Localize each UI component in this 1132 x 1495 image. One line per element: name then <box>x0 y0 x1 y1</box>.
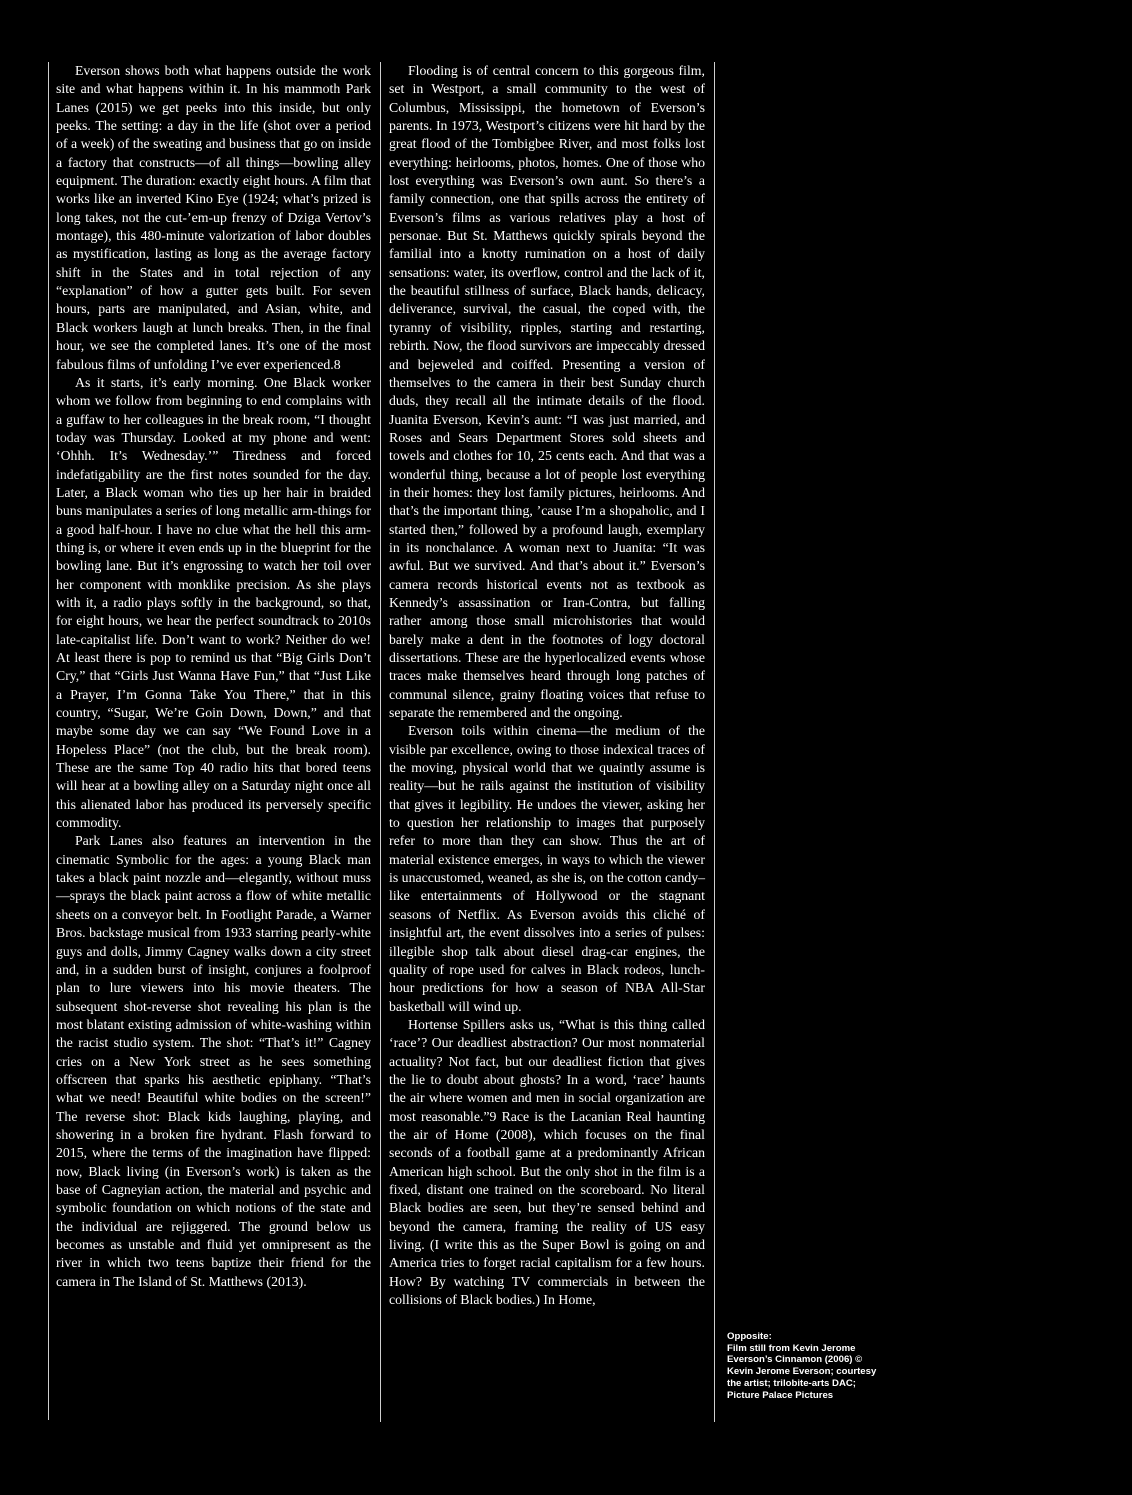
paragraph: Park Lanes also features an intervention in the cinematic Symbolic for the ages: a young Black man takes a black paint nozzle and—elegantly, without muss—sprays the black paint across a flow of white metallic sheets on a conveyor belt. In Footlight Parade, a Warner Bros. backstage musical from 1933 starring pearly-white guys and dolls, Jimmy Cagney walks down a city street and, in a sudden burst of insight, conjures a foolproof plan to lure viewers into his movie theaters. The subsequent shot-reverse shot revealing his plan is the most blatant existing admission of white-washing within the racist studio system. The shot: “That’s it!” Cagney cries on a New York street as he sees something offscreen that sparks his aesthetic epiphany. “That’s what we need! Beautiful white bodies on the screen!” The reverse shot: Black kids laughing, playing, and showering in a broken fire hydrant. Flash forward to 2015, where the terms of the imagination have flipped: now, Black living (in Everson’s work) is taken as the base of Cagneyian action, the material and psychic and symbolic foundation on which notions of the state and the individual are rejiggered. The ground below us becomes as unstable and fluid yet omnipresent as the river in which two teens baptize their friend for the camera in The Island of St. Matthews (2013). <box>56 833 371 1289</box>
paragraph: As it starts, it’s early morning. One Black worker whom we follow from beginning to end complains with a guffaw to her colleagues in the break room, “I thought today was Thursday. Looked at my phone and went: ‘Ohhh. It’s Wednesday.’” Tiredness and forced indefatigability are the first notes sounded for the day. Later, a Black woman who ties up her hair in braided buns manipulates a series of long metallic arm-things for a good half-hour. I have no clue what the hell this arm-thing is, or where it even ends up in the blueprint for the bowling lane. But it’s engrossing to watch her toil over her component with monklike precision. As she plays with it, a radio plays softly in the background, so that, for eight hours, we hear the perfect soundtrack to 2010s late-capitalist life. Don’t want to work? Neither do we! At least there is pop to remind us that “Big Girls Don’t Cry,” that “Girls Just Wanna Have Fun,” that “Just Like a Prayer, I’m Gonna Take You There,” that in this country, “Sugar, We’re Goin Down, Down,” and that maybe some day we can say “We Found Love in a Hopeless Place” (not the club, but the break room). These are the same Top 40 radio hits that bored teens will hear at a bowling alley on a Saturday night once all this alienated labor has produced its perversely specific commodity. <box>56 374 371 831</box>
caption-credit: Film still from Kevin Jerome Everson’s Cinnamon (2006) © Kevin Jerome Everson; courtesy the artist; trilobite-arts DAC; Picture Palace Pictures <box>727 1342 877 1401</box>
caption-heading: Opposite: <box>727 1331 772 1342</box>
paragraph: Everson shows both what happens outside the work site and what happens within it. In his mammoth Park Lanes (2015) we get peeks into this inside, but only peeks. The setting: a day in the life (shot over a period of a week) of the sweating and business that go on inside a factory that constructs—of all things—bowling alley equipment. The duration: exactly eight hours. A film that works like an inverted Kino Eye (1924; what’s prized is long takes, not the cut-’em-up frenzy of Dziga Vertov’s montage), this 480-minute valorization of labor doubles as mystification, lasting as long as the average factory shift in the States and in total rejection of any “explanation” of how a gutter gets built. For seven hours, parts are manipulated, and Asian, white, and Black workers laugh at lunch breaks. Then, in the final hour, we see the completed lanes. It’s one of the most fabulous films of unfolding I’ve ever experienced.8 <box>56 63 371 372</box>
text-column-1 <box>56 62 371 1291</box>
column-rule-right <box>714 62 715 1422</box>
paragraph: Flooding is of central concern to this gorgeous film, set in Westport, a small community to the west of Columbus, Mississippi, the hometown of Everson’s parents. In 1973, Westport’s citizens were hit hard by the great flood of the Tombigbee River, and most folks lost everything: heirlooms, photos, homes. One of those who lost everything was Everson’s own aunt. So there’s a family connection, one that spills across the entirety of Everson’s films as various relatives play a host of personae. But St. Matthews quickly spirals beyond the familial into a knotty rumination on a host of daily sensations: water, its overflow, control and the lack of it, the beautiful stillness of surface, Black hands, delicacy, deliverance, survival, the casual, the coped with, the tyranny of visibility, ripples, starting and restarting, rebirth. Now, the flood survivors are impeccably dressed and bejeweled and coiffed. Presenting a version of themselves to the camera in their best Sunday church duds, they recall all the intimate details of the flood. Juanita Everson, Kevin’s aunt: “I was just married, and Roses and Sears Department Stores sold sheets and towels and clothes for 10, 25 cents each. And that was a wonderful thing, because a lot of people lost everything in their homes: they lost family pictures, heirlooms. And that’s the important thing, ’cause I’m a shopaholic, and I started then,” followed by a profound laugh, exemplary in its nonchalance. A woman next to Juanita: “It was awful. But we survived. And that’s about it.” Everson’s camera records historical events not as textbook as Kennedy’s assassination or Iran-Contra, but falling rather among those small microhistories that would barely make a dent in the footnotes of logy doctoral dissertations. These are the hyperlocalized events whose traces make themselves heard through long patches of communal silence, grainy floating voices that refuse to separate the remembered and the ongoing. <box>389 63 705 721</box>
column-rule-left <box>48 62 49 1420</box>
text-column-2 <box>389 62 705 1309</box>
column-rule-middle <box>380 62 381 1422</box>
paragraph: Everson toils within cinema—the medium of the visible par excellence, owing to those indexical traces of the moving, physical world that we quaintly assume is reality—but he rails against the institution of visibility that gives it legibility. He undoes the viewer, asking her to question her relationship to images that purposely refer to more than they can show. Thus the art of material existence emerges, in ways to which the viewer is unaccustomed, weaned, as she is, on the cotton candy–like entertainments of Hollywood or the stagnant seasons of Netflix. As Everson avoids this cliché of insightful art, the event dissolves into a series of pulses: illegible shop talk about diesel drag-car engines, the quality of rope used for calves in Black rodeos, lunch-hour predictions for how a season of NBA All-Star basketball will wind up. <box>389 723 705 1014</box>
image-caption <box>727 1331 887 1401</box>
paragraph: Hortense Spillers asks us, “What is this thing called ‘race’? Our deadliest abstraction? Our most nonmaterial actuality? Not fact, but our deadliest fiction that gives the lie to doubt about ghosts? In a word, ‘race’ haunts the air where women and men in social organization are most reasonable.”9 Race is the Lacanian Real haunting the air of Home (2008), which focuses on the final seconds of a football game at a predominantly African American high school. But the only shot in the film is a fixed, distant one trained on the scoreboard. No literal Black bodies are seen, but they’re sensed behind and beyond the camera, framing the reality of US easy living. (I write this as the Super Bowl is going on and America tries to forget racial capitalism for a few hours. How? By watching TV commercials in between the collisions of Black bodies.) In Home, <box>389 1016 705 1308</box>
